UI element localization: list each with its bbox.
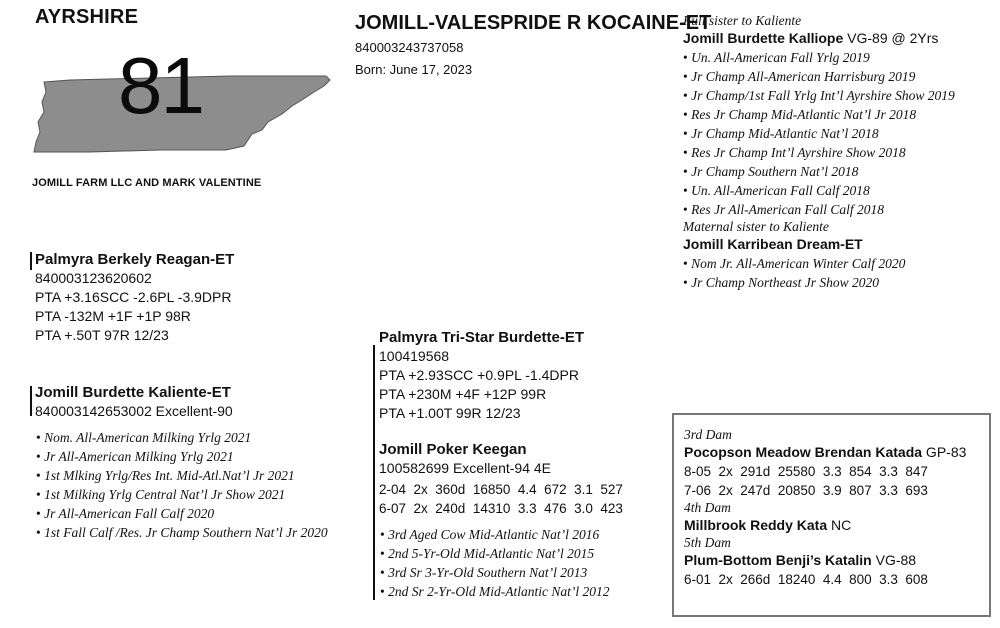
breed-title: AYRSHIRE bbox=[35, 6, 139, 28]
granddam-block bbox=[379, 440, 623, 518]
list-item: • Un. All-American Fall Yrlg 2019 bbox=[683, 48, 955, 67]
animal-registration: 840003243737058 bbox=[355, 40, 464, 55]
third-dam-record: 7-06 2x 247d 20850 3.9 807 3.3 693 bbox=[684, 483, 928, 498]
mgs-pta-line: PTA +1.00T 99R 12/23 bbox=[379, 405, 521, 421]
animal-birthdate: Born: June 17, 2023 bbox=[355, 62, 473, 77]
pedigree-bracket bbox=[373, 345, 375, 600]
list-item: • 3rd Aged Cow Mid-Atlantic Nat’l 2016 bbox=[380, 525, 609, 544]
dam-registration: 840003142653002 Excellent-90 bbox=[35, 403, 233, 419]
dams-box bbox=[672, 413, 991, 617]
dam-honors-list bbox=[36, 428, 328, 542]
list-item: • 1st Milking Yrlg Central Nat’l Jr Show 2021 bbox=[36, 485, 328, 504]
granddam-name: Jomill Poker Keegan bbox=[379, 441, 527, 458]
list-item: • Res Jr Champ Int’l Ayrshire Show 2018 bbox=[683, 143, 955, 162]
dam-name: Jomill Burdette Kaliente-ET bbox=[35, 384, 231, 401]
granddam-registration: 100582699 Excellent-94 4E bbox=[379, 460, 552, 476]
sire-pta-line: PTA +3.16SCC -2.6PL -3.9DPR bbox=[35, 289, 232, 305]
animal-name: JOMILL-VALESPRIDE R KOCAINE-ET bbox=[355, 12, 712, 34]
granddam-record: 2-04 2x 360d 16850 4.4 672 3.1 527 bbox=[379, 482, 623, 497]
granddam-honors-list bbox=[380, 525, 609, 601]
list-item: • Nom. All-American Milking Yrlg 2021 bbox=[36, 428, 328, 447]
list-item: • Un. All-American Fall Calf 2018 bbox=[683, 181, 955, 200]
consignor-name: JOMILL FARM LLC AND MARK VALENTINE bbox=[32, 177, 262, 189]
sire-name: Palmyra Berkely Reagan-ET bbox=[35, 251, 235, 268]
mgs-pta-line: PTA +2.93SCC +0.9PL -1.4DPR bbox=[379, 367, 579, 383]
list-item: • Jr Champ Northeast Jr Show 2020 bbox=[683, 273, 955, 292]
third-dam-name: Pocopson Meadow Brendan Katada bbox=[684, 444, 923, 460]
sire-registration: 840003123620602 bbox=[35, 270, 152, 286]
pedigree-bracket bbox=[30, 386, 32, 416]
list-item: • Jr Champ All-American Harrisburg 2019 bbox=[683, 67, 955, 86]
pedigree-bracket bbox=[30, 252, 32, 270]
list-item: • Nom Jr. All-American Winter Calf 2020 bbox=[683, 254, 955, 273]
list-item: • Jr All-American Milking Yrlg 2021 bbox=[36, 447, 328, 466]
list-item: • Jr Champ Mid-Atlantic Nat’l 2018 bbox=[683, 124, 955, 143]
sire-pta-line: PTA -132M +1F +1P 98R bbox=[35, 308, 191, 324]
fifth-dam-name: Plum-Bottom Benji’s Katalin bbox=[684, 552, 872, 568]
mgs-block bbox=[379, 328, 584, 423]
maternal-sister-honors-list bbox=[683, 254, 955, 292]
lot-number: 81 bbox=[118, 41, 203, 130]
list-item: • 2nd Sr 2-Yr-Old Mid-Atlantic Nat’l 2012 bbox=[380, 582, 609, 601]
full-sister-classification: VG-89 @ 2Yrs bbox=[843, 30, 939, 46]
list-item: • Jr All-American Fall Calf 2020 bbox=[36, 504, 328, 523]
fourth-dam-classification: NC bbox=[827, 517, 852, 533]
fifth-dam-classification: VG-88 bbox=[871, 552, 917, 568]
list-item: • Res Jr Champ Mid-Atlantic Nat’l Jr 2018 bbox=[683, 105, 955, 124]
fourth-dam-label: 4th Dam bbox=[684, 500, 731, 515]
fourth-dam-name: Millbrook Reddy Kata bbox=[684, 517, 828, 533]
fifth-dam-label: 5th Dam bbox=[684, 535, 731, 550]
list-item: • 3rd Sr 3-Yr-Old Southern Nat’l 2013 bbox=[380, 563, 609, 582]
third-dam-classification: GP-83 bbox=[922, 444, 967, 460]
list-item: • Jr Champ/1st Fall Yrlg Int’l Ayrshire Show 2019 bbox=[683, 86, 955, 105]
sire-block bbox=[35, 250, 234, 345]
list-item: • Res Jr All-American Fall Calf 2018 bbox=[683, 200, 955, 219]
mgs-name: Palmyra Tri-Star Burdette-ET bbox=[379, 329, 585, 346]
fifth-dam-record: 6-01 2x 266d 18240 4.4 800 3.3 608 bbox=[684, 572, 928, 587]
siblings-block bbox=[683, 13, 955, 292]
full-sister-label: Full sister to Kaliente bbox=[683, 13, 802, 28]
maternal-sister-name: Jomill Karribean Dream-ET bbox=[683, 236, 863, 252]
full-sister-honors-list bbox=[683, 48, 955, 219]
full-sister-name: Jomill Burdette Kalliope bbox=[683, 30, 844, 46]
dam-block bbox=[35, 383, 233, 421]
third-dam-label: 3rd Dam bbox=[684, 427, 732, 442]
granddam-record: 6-07 2x 240d 14310 3.3 476 3.0 423 bbox=[379, 501, 623, 516]
list-item: • Jr Champ Southern Nat’l 2018 bbox=[683, 162, 955, 181]
list-item: • 2nd 5-Yr-Old Mid-Atlantic Nat’l 2015 bbox=[380, 544, 609, 563]
maternal-sister-label: Maternal sister to Kaliente bbox=[683, 219, 829, 234]
sire-pta-line: PTA +.50T 97R 12/23 bbox=[35, 327, 169, 343]
third-dam-record: 8-05 2x 291d 25580 3.3 854 3.3 847 bbox=[684, 464, 928, 479]
mgs-pta-line: PTA +230M +4F +12P 99R bbox=[379, 386, 547, 402]
list-item: • 1st Fall Calf /Res. Jr Champ Southern Nat’l Jr 2020 bbox=[36, 523, 328, 542]
mgs-registration: 100419568 bbox=[379, 348, 450, 364]
list-item: • 1st Mlking Yrlg/Res Int. Mid-Atl.Nat’l Jr 2021 bbox=[36, 466, 328, 485]
dams-box-content bbox=[684, 427, 984, 589]
